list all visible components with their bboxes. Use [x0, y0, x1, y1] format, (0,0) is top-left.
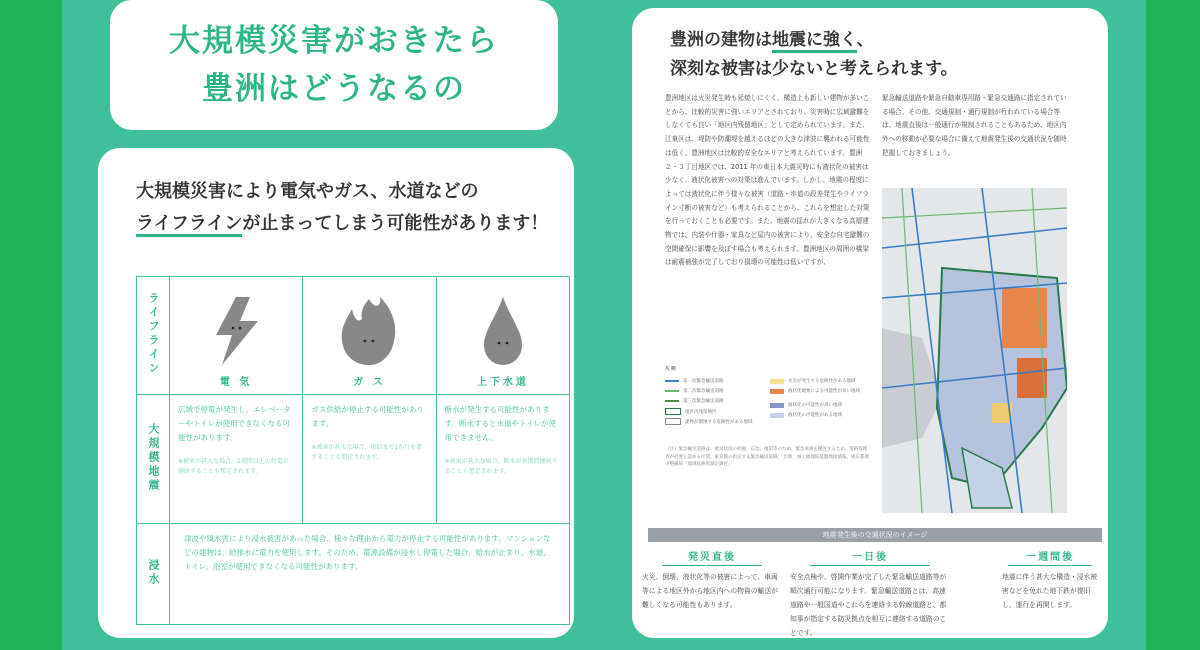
lifeline-card: [98, 148, 574, 638]
lead-line1: 大規模災害により電気やガス、水道などの: [136, 181, 479, 202]
quake-electricity: 広域で停電が発生し、エレベーターやトイレが使用できなくなる可能性があります。 ※被害が甚大な場合、1週間以上の停電が継続することも想定されます。: [170, 395, 303, 524]
lightning-icon: [206, 295, 266, 367]
flame-icon: [336, 295, 402, 367]
map-graphic: [882, 188, 1067, 513]
phase-one-day: [790, 548, 950, 638]
phase-heading: 発災直後: [662, 548, 762, 566]
row-head-quake: 大規模地震: [137, 395, 170, 524]
phase-heading: 一日後: [810, 548, 930, 566]
earthquake-card: 豊洲の建物は地震に強く、 深刻な被害は少ないと考えられます。 豊洲地区は火災発生時も延焼しにくく、構造上も新しい建物が多いことから、比較的災害に強いエリアとされており、災害時に広域避難をしなくても良い「地区内残留地区」として定められています。また、江東区は、堤防や防潮堤を越えるほどの大きな津波に襲われる可能性は低く、豊洲地区は比較的安全なエリアと考えられています。豊洲２・３丁目地区では、2011 年の東日本大震災時にも液状化の被害は少なく、液状化被害への対策は進んでいます。しかし、地震の程度によっては液状化に伴う様々な被害（道路・歩道の段差発生やライフライン寸断の被害など）も考えられることから、これらを想定した対策を行っておくことも必要です。また、地震の揺れが大きくなる高層建物では、内装や什器・家具など屋内の被害により、安全な自宅避難の空間確保に影響を及ぼす場合も考えられます。豊洲地区の周囲の橋梁は耐震補強が完了しており損壊の可能性は低いですが、 緊急輸送道路や緊急自動車専用路・緊急交通路に指定されている場合、その他、交通規制・通行規制が行われている場合等は、地震直後は一般通行が規制されることもあるため、地区内外への移動が必要な場合に備えて地震発生後の交通状況を随時把握しておきましょう。 凡 例 第一次緊急輸送道路 第二次緊急輸送道路 第三次緊急輸送道路 地区内残留地区 建物が倒壊する危険性がある地域 火災が発生する危険性がある地域 液状化現象による可能性が高い地域 液状化の可能性が高い地域 液状化の可能性がある地域 （注）緊急輸送道路は、被災状況の把握、応急、復旧等のため、緊急車両を優先するため、道路管理者が必要と認める区間。東京都の指定する緊急輸送道路。 出典：国土地理院基盤地図情報、東京都都市整備局「地域危険度測定調査」 地震発生後の交通状況のイメージ 発災直後 火災、倒壊、液状化等の被害によって、車両等による地区外から地区内への物資の輸送が難しくなる可能性もあります。 一日後 安全点検や、啓開作業が完了した緊急輸送道路等が順次通行可能になります。緊急輸送道路とは、高速道路や一般国道やこれらを連絡する幹線道路と、都知事が指定する防災拠点を相互に連絡する道路のことです。 一週間後 地震に伴う甚大な構造・浸水被害などを免れた地下鉄が復旧し、運行を再開します。: [632, 8, 1108, 638]
cell-electricity: [170, 277, 303, 395]
lead-underline: ライフライン: [136, 213, 242, 237]
map-note: （注）緊急輸送道路は、被災状況の把握、応急、復旧等のため、緊急車両を優先するため、道路管理者が必要と認める区間。東京都の指定する緊急輸送道路。 出典：国土地理院基盤地図情報、東京都都市整備局「地域危険度測定調査」: [665, 447, 869, 467]
phase-heading: 一週間後: [1008, 548, 1092, 566]
label-electricity: 電 気: [219, 377, 253, 388]
phase-immediate: [642, 548, 782, 612]
phase-one-week: [1002, 548, 1098, 612]
quake-water: 断水が発生する可能性があります。断水すると水道やトイレが使用できません。 ※被害が甚大な場合、断水が長期間継続することも想定されます。: [436, 395, 569, 524]
legend-title: 凡 例: [665, 367, 676, 372]
page-title-line2: 豊洲はどうなるの: [202, 71, 466, 107]
quake-gas: ガス供給が停止する可能性があります。 ※被害が甚大な場合、復旧まで1か月を要することも想定されます。: [303, 395, 436, 524]
phase-body: 火災、倒壊、液状化等の被害によって、車両等による地区外から地区内への物資の輸送が難しくなる可能性もあります。: [642, 573, 778, 609]
phase-body: 安全点検や、啓開作業が完了した緊急輸送道路等が順次通行可能になります。緊急輸送道路とは、高速道路や一般国道やこれらを連絡する幹線道路と、都知事が指定する防災拠点を相互に連絡する道路のことです。: [790, 573, 947, 637]
row-head-lifeline: ライフライン: [137, 277, 170, 395]
label-gas: ガ ス: [353, 377, 386, 388]
lifeline-table: [136, 276, 570, 625]
lead-line2: [136, 208, 556, 240]
right-title: [670, 26, 958, 84]
row-head-flood: 浸水: [137, 524, 170, 625]
lead-rest: が止まってしまう可能性があります！: [242, 213, 549, 234]
page-title-line1: 大規模災害がおきたら: [169, 23, 499, 59]
phase-body: 地震に伴う甚大な構造・浸水被害などを免れた地下鉄が復旧し、運行を再開します。: [1002, 573, 1098, 609]
right-title-line2: 深刻な被害は少ないと考えられます。: [670, 59, 958, 79]
cell-water: [436, 277, 569, 395]
traffic-image-bar: 地震発生後の交通状況のイメージ: [648, 528, 1102, 542]
label-water: 上下水道: [476, 377, 529, 388]
body-text-col1: 豊洲地区は火災発生時も延焼しにくく、構造上も新しい建物が多いことから、比較的災害に強いエリアとされており、災害時に広域避難をしなくても良い「地区内残留地区」として定められています。また、江東区は、堤防や防潮堤を越えるほどの大きな津波に襲われる可能性は低く、豊洲地区は比較的安全なエリアと考えられています。豊洲２・３丁目地区では、2011 年の東日本大震災時にも液状化の被害は少なく、液状化被害への対策は進んでいます。しかし、地震の程度によっては液状化に伴う様々な被害（道路・歩道の段差発生やライフライン寸断の被害など）も考えられることから、これらを想定した対策を行っておくことも必要です。また、地震の揺れが大きくなる高層建物では、内装や什器・家具など屋内の被害により、安全な自宅避難の空間確保に影響を及ぼす場合も考えられます。豊洲地区の周囲の橋梁は耐震補強が完了しており損壊の可能性は低いですが、: [665, 94, 870, 267]
body-text-col2: 緊急輸送道路や緊急自動車専用路・緊急交通路に指定されている場合、その他、交通規制・通行規制が行われている場合等は、地震直後は一般通行が規制されることもあるため、地区内外への移動が必要な場合に備えて地震発生後の交通状況を随時把握しておきましょう。: [882, 94, 1067, 157]
cell-gas: [303, 277, 436, 395]
area-map: [882, 188, 1067, 513]
flood-text: 津波や風水害により浸水被害があった場合、様々な理由から電力が停止する可能性があります。マンションなどの建物は、給排水に電力を使用します。そのため、電源設備が浸水し停電した場合、給水が止まり、水道、トイレ、浴室が使用できなくなる可能性があります。: [170, 524, 570, 625]
right-title-underline: 地震に強く: [772, 30, 857, 53]
right-title-line1: 豊洲の建物は地震に強く、: [670, 26, 958, 55]
water-drop-icon: [478, 295, 528, 367]
title-card: [110, 0, 558, 130]
lifeline-lead: [136, 176, 556, 240]
